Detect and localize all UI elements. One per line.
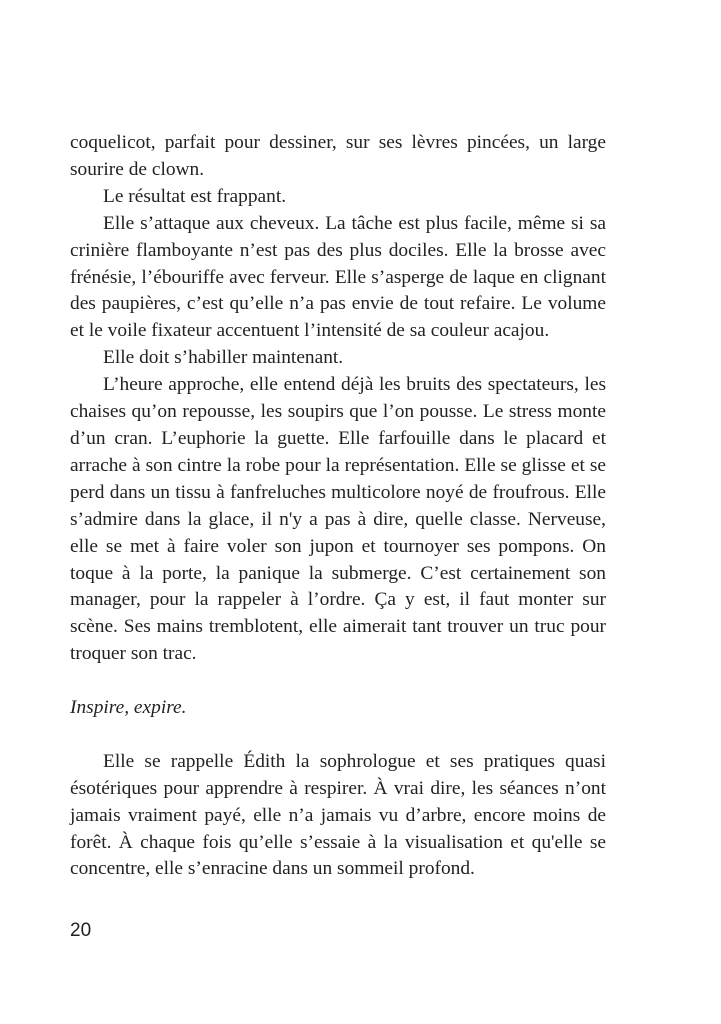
section-spacer xyxy=(70,722,606,749)
paragraph-dress-intro: Elle doit s’habiller maintenant. xyxy=(103,347,344,369)
paragraph-hair: Elle s’attaque aux cheveux. La tâche est plus facile, même si sa crinière flamboyante n’est pas des plus dociles. Elle la brosse avec frénésie, l’ébouriffe avec ferveur. Elle s’asperge de laque en clignant des paupières, c’est qu’elle n’a pas envie de tout refaire. Le volume et le voile fixateur accentuent l’intensité de sa couleur acajou. xyxy=(70,212,606,342)
section-spacer xyxy=(70,668,606,695)
paragraph-result: Le résultat est frappant. xyxy=(103,185,287,207)
page-number: 20 xyxy=(70,920,92,941)
paragraph-sophrology: Elle se rappelle Édith la sophrologue et ses pratiques quasi ésotériques pour apprendre à respirer. À vrai dire, les séances n’ont jamais vraiment payé, elle n’a jamais vu d’arbre, encore moins de forêt. À chaque fois qu’elle s’essaie à la visualisation et qu'elle se concentre, elle s’enracine dans un sommeil profond. xyxy=(70,750,606,880)
paragraph-continuation: coquelicot, parfait pour dessiner, sur ses lèvres pincées, un large sourire de clown. xyxy=(70,132,606,180)
italic-interlude: Inspire, expire. xyxy=(70,697,187,719)
page-body xyxy=(70,130,606,883)
paragraph-stage-fright: L’heure approche, elle entend déjà les bruits des spectateurs, les chaises qu’on repousse, les soupirs que l’on pousse. Le stress monte d’un cran. L’euphorie la guette. Elle farfouille dans le placard et arrache à son cintre la robe pour la représentation. Elle se glisse et se perd dans un tissu à fanfreluches multicolore noyé de froufrous. Elle s’admire dans la glace, il n'y a pas à dire, quelle classe. Nerveuse, elle se met à faire voler son jupon et tournoyer ses pompons. On toque à la porte, la panique la submerge. C’est certainement son manager, pour la rappeler à l’ordre. Ça y est, il faut monter sur scène. Ses mains tremblotent, elle aimerait tant trouver un truc pour troquer son trac. xyxy=(70,374,606,665)
